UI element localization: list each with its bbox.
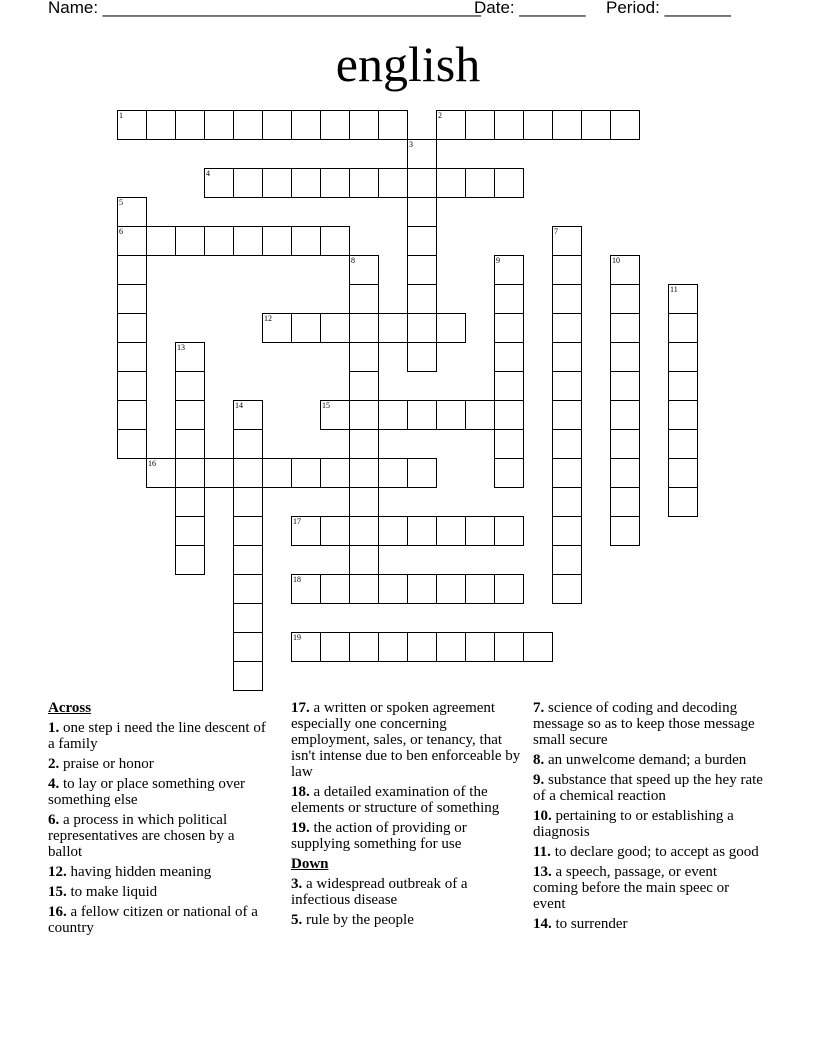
grid-cell[interactable] [291,110,321,140]
grid-cell[interactable] [204,110,234,140]
grid-cell[interactable] [436,168,466,198]
grid-cell[interactable] [465,574,495,604]
clue [291,700,521,780]
grid-cell[interactable] [378,400,408,430]
grid-cell[interactable] [262,458,292,488]
grid-cell[interactable] [117,284,147,314]
clue-text: the action of providing or supplying something for use [291,820,467,852]
grid-cell[interactable] [320,226,350,256]
clue-number: 16 [148,459,156,468]
clue-number: 7 [554,227,558,236]
clue-number: 12 [264,314,272,323]
clue-number-label: 7. [533,700,545,716]
clue-number-label: 10. [533,808,552,824]
grid-cell[interactable] [233,632,263,662]
grid-cell[interactable] [407,574,437,604]
clue-number-label: 9. [533,772,545,788]
clue [533,700,763,748]
clue-number: 14 [235,401,243,410]
clue-number-label: 15. [48,884,67,900]
grid-cell[interactable] [349,371,379,401]
clue [533,752,763,768]
grid-cell[interactable] [523,632,553,662]
clue-number: 17 [293,517,301,526]
grid-cell[interactable] [320,110,350,140]
clue-number-label: 3. [291,876,303,892]
grid-cell[interactable] [291,226,321,256]
grid-cell[interactable] [378,110,408,140]
grid-cell[interactable] [494,458,524,488]
clue [291,784,521,816]
grid-cell[interactable] [668,342,698,372]
grid-cell[interactable] [552,110,582,140]
clue-text: a widespread outbreak of a infectious disease [291,876,468,908]
clue-number-label: 6. [48,812,60,828]
clue-text: rule by the people [302,912,414,928]
grid-cell[interactable] [291,458,321,488]
clue-number: 19 [293,633,301,642]
grid-cell[interactable] [552,284,582,314]
clue-number: 11 [670,285,678,294]
grid-cell[interactable] [117,313,147,343]
clue-number-label: 14. [533,916,552,932]
grid-cell[interactable] [407,458,437,488]
clue-text: a written or spoken agreement especially one concerning employment, sales, or tenancy, that isn't intense due to ben enforceable by law [291,700,521,780]
grid-cell[interactable] [349,545,379,575]
grid-cell[interactable] [175,429,205,459]
clue-text: to surrender [551,916,628,932]
grid-cell[interactable] [233,110,263,140]
grid-cell[interactable] [407,313,437,343]
clue-column-2 [291,700,521,932]
clue-text: to declare good; to accept as good [550,844,759,860]
clue-number: 1 [119,111,123,120]
clue-text: a process in which political representatives are chosen by a ballot [48,812,235,860]
grid-cell[interactable] [552,458,582,488]
clue-text: having hidden meaning [66,864,212,880]
grid-cell[interactable] [610,313,640,343]
down-clues-part1 [291,876,521,928]
clue-number-label: 2. [48,756,60,772]
grid-cell[interactable] [552,342,582,372]
grid-cell[interactable] [552,487,582,517]
grid-cell[interactable] [320,574,350,604]
grid-cell[interactable] [291,168,321,198]
clue [48,720,270,752]
clue-number: 3 [409,140,413,149]
grid-cell[interactable] [349,487,379,517]
grid-cell[interactable] [494,342,524,372]
grid-cell[interactable] [610,400,640,430]
clue-text: a fellow citizen or national of a country [48,904,258,936]
grid-cell[interactable] [668,429,698,459]
grid-cell[interactable] [378,632,408,662]
grid-cell[interactable] [465,516,495,546]
clue [48,864,270,880]
grid-cell[interactable] [117,371,147,401]
grid-cell[interactable] [349,429,379,459]
grid-cell[interactable] [233,545,263,575]
grid-cell[interactable] [233,226,263,256]
grid-cell[interactable] [349,516,379,546]
grid-cell[interactable] [610,110,640,140]
period-field[interactable]: Period: _______ [606,0,731,17]
grid-cell[interactable] [378,313,408,343]
grid-cell[interactable] [262,168,292,198]
grid-cell[interactable] [117,342,147,372]
grid-cell[interactable] [668,458,698,488]
grid-cell[interactable] [378,168,408,198]
grid-cell[interactable] [668,400,698,430]
grid-cell[interactable] [378,516,408,546]
clue-text: substance that speed up the hey rate of a chemical reaction [533,772,763,804]
clue [48,812,270,860]
clue-number-label: 12. [48,864,67,880]
clue-column-3 [533,700,763,936]
clue-number: 15 [322,401,330,410]
clue-number-label: 5. [291,912,303,928]
grid-cell[interactable] [494,516,524,546]
grid-cell[interactable] [494,574,524,604]
grid-cell[interactable] [552,313,582,343]
clue-text: a detailed examination of the elements or structure of something [291,784,500,816]
grid-cell[interactable] [175,458,205,488]
grid-cell[interactable] [494,632,524,662]
grid-cell[interactable] [552,574,582,604]
grid-cell[interactable] [494,168,524,198]
grid-cell[interactable] [349,284,379,314]
across-clues-part2 [291,700,521,852]
clue-number: 6 [119,227,123,236]
clue [533,916,763,932]
grid-cell[interactable] [378,458,408,488]
grid-cell[interactable] [349,110,379,140]
grid-cell[interactable] [610,516,640,546]
grid-cell[interactable] [494,429,524,459]
grid-cell[interactable] [407,400,437,430]
clue-number-label: 18. [291,784,310,800]
grid-cell[interactable] [175,487,205,517]
clue-number-label: 16. [48,904,67,920]
clue-text: an unwelcome demand; a burden [544,752,747,768]
clue-number-label: 19. [291,820,310,836]
across-clues-part1 [48,720,270,936]
grid-cell[interactable] [552,400,582,430]
clue [291,820,521,852]
grid-cell[interactable] [668,371,698,401]
grid-cell[interactable] [494,313,524,343]
grid-cell[interactable] [465,400,495,430]
grid-cell[interactable] [204,226,234,256]
grid-cell[interactable] [610,284,640,314]
grid-cell[interactable] [175,516,205,546]
grid-cell[interactable] [407,226,437,256]
grid-cell[interactable] [320,458,350,488]
grid-cell[interactable] [349,458,379,488]
grid-cell[interactable] [320,313,350,343]
clue-number-label: 11. [533,844,551,860]
grid-cell[interactable] [117,400,147,430]
grid-cell[interactable] [610,371,640,401]
clue-text: one step i need the line descent of a family [48,720,266,752]
grid-cell[interactable] [262,110,292,140]
clue-number-label: 13. [533,864,552,880]
grid-cell[interactable] [668,487,698,517]
grid-cell[interactable] [494,110,524,140]
clue-number: 8 [351,256,355,265]
grid-cell[interactable] [233,603,263,633]
grid-cell[interactable] [494,371,524,401]
grid-cell[interactable] [175,371,205,401]
grid-cell[interactable] [552,371,582,401]
clue [48,776,270,808]
grid-cell[interactable] [436,400,466,430]
clue-number: 18 [293,575,301,584]
clue-number: 13 [177,343,185,352]
across-heading: Across [48,700,92,716]
grid-cell[interactable] [233,458,263,488]
grid-cell[interactable] [233,487,263,517]
grid-cell[interactable] [233,661,263,691]
grid-cell[interactable] [349,168,379,198]
clue [533,808,763,840]
clue-number: 4 [206,169,210,178]
down-heading: Down [291,856,329,872]
clue-text: science of coding and decoding message so as to keep those message small secure [533,700,755,748]
grid-cell[interactable] [494,400,524,430]
clue-text: to lay or place something over something else [48,776,246,808]
grid-cell[interactable] [320,516,350,546]
clue-number: 2 [438,111,442,120]
grid-cell[interactable] [436,574,466,604]
grid-cell[interactable] [117,429,147,459]
grid-cell[interactable] [349,400,379,430]
grid-cell[interactable] [175,110,205,140]
clue-number-label: 1. [48,720,60,736]
grid-cell[interactable] [407,516,437,546]
grid-cell[interactable] [552,255,582,285]
grid-cell[interactable] [436,313,466,343]
clue-text: pertaining to or establishing a diagnosis [533,808,734,840]
grid-cell[interactable] [349,632,379,662]
grid-cell[interactable] [407,197,437,227]
clue-number: 10 [612,256,620,265]
grid-cell[interactable] [262,226,292,256]
grid-cell[interactable] [146,226,176,256]
grid-cell[interactable] [204,458,234,488]
grid-cell[interactable] [407,255,437,285]
grid-cell[interactable] [610,487,640,517]
clue [533,844,763,860]
clue [533,864,763,912]
clue [48,884,270,900]
grid-cell[interactable] [407,342,437,372]
grid-cell[interactable] [465,632,495,662]
clue-number: 9 [496,256,500,265]
clue-number-label: 4. [48,776,60,792]
grid-cell[interactable] [233,168,263,198]
grid-cell[interactable] [494,284,524,314]
grid-cell[interactable] [552,545,582,575]
clue-number: 5 [119,198,123,207]
clue [48,756,270,772]
grid-cell[interactable] [233,516,263,546]
grid-cell[interactable] [349,313,379,343]
grid-cell[interactable] [436,632,466,662]
clue [533,772,763,804]
down-clues-part2 [533,700,763,932]
grid-cell[interactable] [349,574,379,604]
grid-cell[interactable] [668,313,698,343]
clue-text: praise or honor [59,756,154,772]
grid-cell[interactable] [175,226,205,256]
clue-number-label: 17. [291,700,310,716]
grid-cell[interactable] [552,429,582,459]
grid-cell[interactable] [378,574,408,604]
grid-cell[interactable] [117,255,147,285]
clue-number-label: 8. [533,752,545,768]
clue [291,912,521,928]
name-field[interactable]: Name: ________________________________________ [48,0,481,17]
grid-cell[interactable] [407,632,437,662]
grid-cell[interactable] [291,313,321,343]
clue-text: to make liquid [66,884,158,900]
grid-cell[interactable] [610,429,640,459]
grid-cell[interactable] [407,168,437,198]
grid-cell[interactable] [407,284,437,314]
grid-cell[interactable] [436,516,466,546]
grid-cell[interactable] [320,168,350,198]
grid-cell[interactable] [610,458,640,488]
grid-cell[interactable] [175,545,205,575]
grid-cell[interactable] [610,342,640,372]
clue [291,876,521,908]
grid-cell[interactable] [233,574,263,604]
grid-cell[interactable] [465,168,495,198]
grid-cell[interactable] [581,110,611,140]
clue [48,904,270,936]
grid-cell[interactable] [523,110,553,140]
clue-column-1 [48,700,270,940]
grid-cell[interactable] [320,632,350,662]
grid-cell[interactable] [233,429,263,459]
grid-cell[interactable] [146,110,176,140]
grid-cell[interactable] [465,110,495,140]
grid-cell[interactable] [175,400,205,430]
grid-cell[interactable] [349,342,379,372]
date-field[interactable]: Date: _______ [474,0,586,17]
grid-cell[interactable] [552,516,582,546]
clue-text: a speech, passage, or event coming before the main speec or event [533,864,730,912]
page-title: english [335,36,481,92]
